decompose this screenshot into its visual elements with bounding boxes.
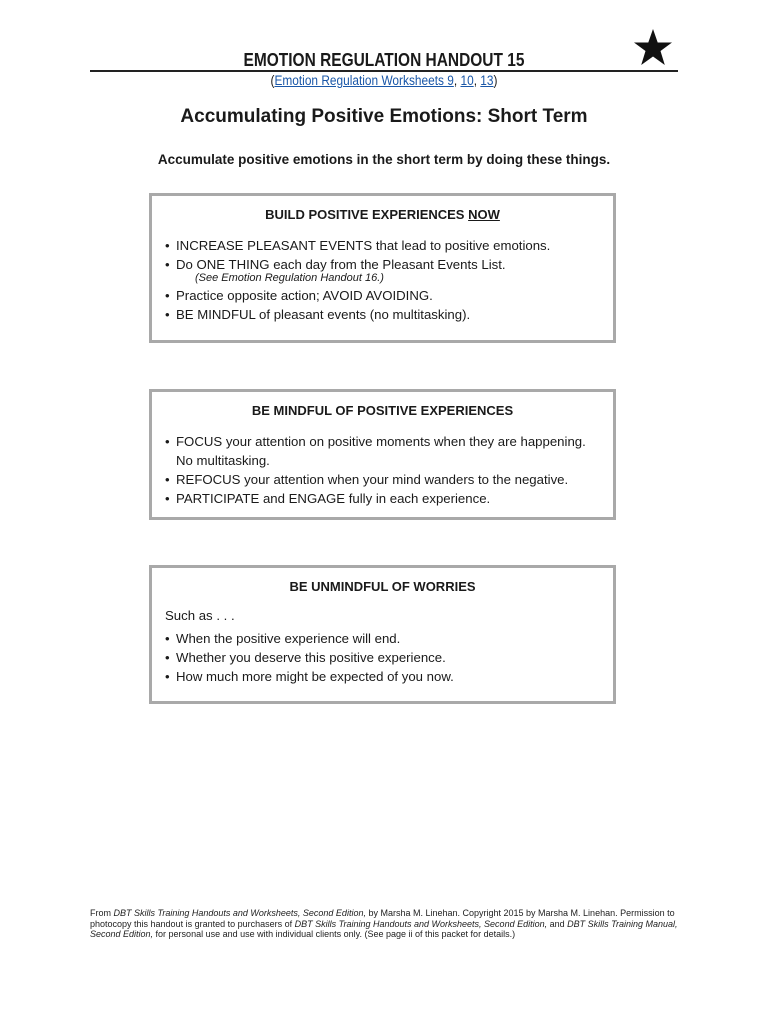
list-item: • INCREASE PLEASANT EVENTS that lead to positive emotions. — [165, 236, 605, 255]
bullet-list — [152, 236, 613, 324]
box-title: BUILD POSITIVE EXPERIENCES NOW — [265, 207, 500, 222]
bullet-list — [152, 629, 613, 686]
list-item: • PARTICIPATE and ENGAGE fully in each experience. — [165, 489, 605, 508]
unmindful-of-worries-box — [149, 565, 616, 704]
list-item: • Whether you deserve this positive experience. — [165, 648, 605, 667]
build-positive-experiences-box — [149, 193, 616, 343]
now-emphasis: NOW — [468, 207, 500, 222]
page-title: Accumulating Positive Emotions: Short Term — [180, 106, 588, 127]
bullet-list — [152, 432, 613, 508]
list-item: • REFOCUS your attention when your mind wanders to the negative. — [165, 470, 605, 489]
star-icon — [633, 28, 673, 68]
worksheet-link-9[interactable]: Emotion Regulation Worksheets 9 — [274, 73, 454, 88]
list-item: • Practice opposite action; AVOID AVOIDING. — [165, 286, 605, 305]
box-title: BE UNMINDFUL OF WORRIES — [289, 579, 476, 594]
box-title: BE MINDFUL OF POSITIVE EXPERIENCES — [251, 403, 514, 418]
intro-text: Such as . . . — [165, 608, 235, 623]
handout-title: EMOTION REGULATION HANDOUT 15 — [243, 50, 525, 70]
worksheet-references: (Emotion Regulation Worksheets 9, 10, 13) — [270, 73, 498, 88]
copyright-footer: From DBT Skills Training Handouts and Worksheets, Second Edition, by Marsha M. Linehan. Copyright 2015 by Marsha M. Linehan. Permission to photocopy this handout is granted to purchasers of DBT Skills Training Handouts and Worksheets, Second Edition, and DBT Skills Training Manual, Second Edition, for personal use and use with individual clients only. (See page ii of this packet for details.) — [90, 908, 678, 939]
list-item: • When the positive experience will end. — [165, 629, 605, 648]
list-item: • FOCUS your attention on positive moments when they are happening. No multitasking. — [165, 432, 605, 470]
list-item: • Do ONE THING each day from the Pleasant Events List. — [165, 255, 605, 274]
handout-note: (See Emotion Regulation Handout 16.) — [195, 272, 384, 284]
worksheet-link-13[interactable]: 13 — [480, 73, 494, 88]
mindful-positive-experiences-box — [149, 389, 616, 520]
list-item: • How much more might be expected of you now. — [165, 667, 605, 686]
page-subtitle: Accumulate positive emotions in the short term by doing these things. — [157, 152, 611, 167]
list-item: • BE MINDFUL of pleasant events (no multitasking). — [165, 305, 605, 324]
worksheet-link-10[interactable]: 10 — [460, 73, 474, 88]
header-rule — [90, 70, 678, 72]
